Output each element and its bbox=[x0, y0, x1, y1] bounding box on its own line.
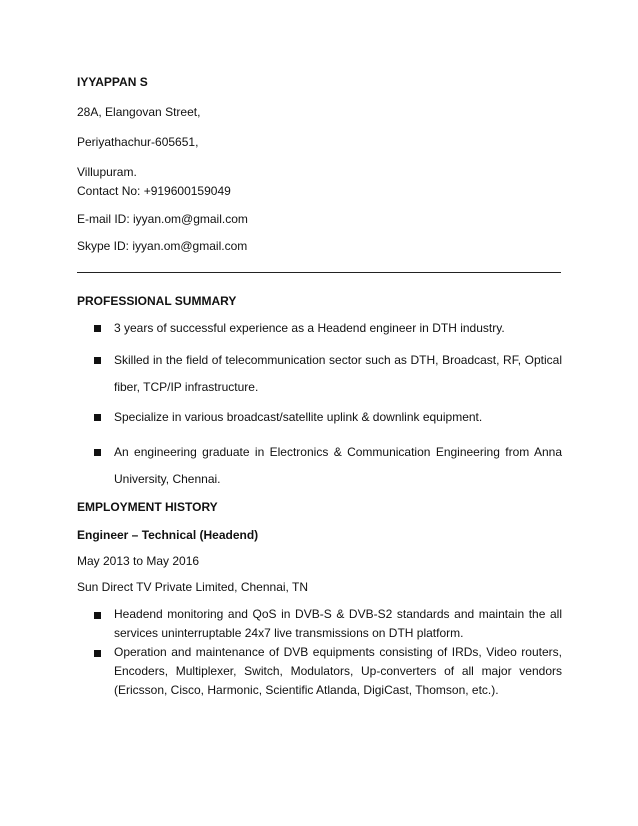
job-title: Engineer – Technical (Headend) bbox=[77, 528, 259, 542]
header-divider bbox=[77, 272, 561, 273]
bullet-icon bbox=[94, 612, 101, 619]
summary-item: An engineering graduate in Electronics & Communication Engineering from Anna University, Chennai. bbox=[114, 445, 562, 486]
bullet-icon bbox=[94, 325, 101, 332]
bullet-icon bbox=[94, 449, 101, 456]
email-id: E-mail ID: iyyan.om@gmail.com bbox=[77, 212, 248, 226]
job-dates: May 2013 to May 2016 bbox=[77, 554, 200, 568]
summary-heading: PROFESSIONAL SUMMARY bbox=[77, 294, 237, 308]
bullet-icon bbox=[94, 357, 101, 364]
employment-heading: EMPLOYMENT HISTORY bbox=[77, 500, 218, 514]
bullet-icon bbox=[94, 650, 101, 657]
bullet-icon bbox=[94, 414, 101, 421]
summary-item: Skilled in the field of telecommunication sector such as DTH, Broadcast, RF, Optical fiber, TCP/IP infrastructure. bbox=[114, 353, 562, 394]
candidate-name: IYYAPPAN S bbox=[77, 75, 148, 89]
skype-id: Skype ID: iyyan.om@gmail.com bbox=[77, 239, 248, 253]
duty-item: Headend monitoring and QoS in DVB-S & DVB-S2 standards and maintain the all services uninterruptable 24x7 live transmissions on DTH platform. bbox=[114, 607, 562, 640]
address-line-1: 28A, Elangovan Street, bbox=[77, 105, 201, 119]
company-name: Sun Direct TV Private Limited, Chennai, TN bbox=[77, 580, 308, 594]
summary-item: 3 years of successful experience as a Headend engineer in DTH industry. bbox=[114, 321, 505, 335]
summary-item: Specialize in various broadcast/satellite uplink & downlink equipment. bbox=[114, 410, 483, 424]
address-line-2: Periyathachur-605651, bbox=[77, 135, 199, 149]
duty-item: Operation and maintenance of DVB equipments consisting of IRDs, Video routers, Encoders, Multiplexer, Switch, Modulators, Up-converters of all major vendors (Ericsson, Cisco, Harmonic, Scientific Atlanda, DigiCast, Thomson, etc.). bbox=[114, 645, 562, 697]
address-line-3: Villupuram. bbox=[77, 165, 137, 179]
contact-number: Contact No: +919600159049 bbox=[77, 184, 231, 198]
